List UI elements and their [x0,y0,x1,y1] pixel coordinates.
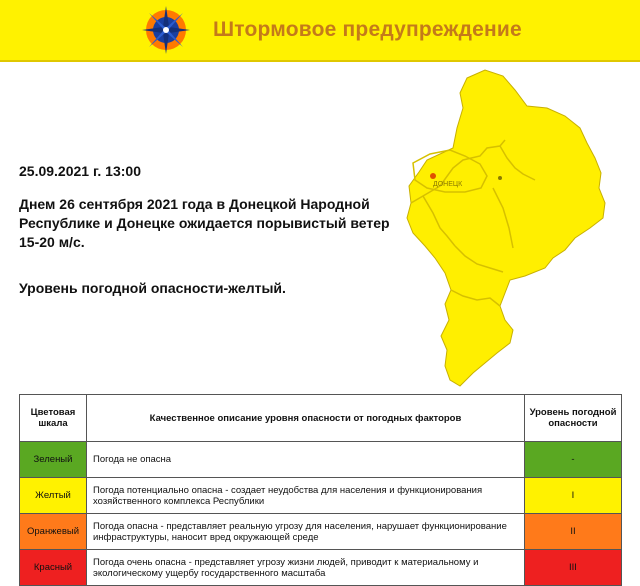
level-cell: I [525,478,622,514]
region-map [405,68,640,388]
header-banner [0,0,640,62]
header-color-scale: Цветовая шкала [20,395,87,442]
header-description: Качественное описание уровня опасности от погодных факторов [87,395,525,442]
color-cell-orange: Оранжевый [20,514,87,550]
table-row [20,442,622,478]
table-row [20,550,622,586]
emergency-compass-star-icon [140,4,192,56]
level-cell: - [525,442,622,478]
description-cell: Погода очень опасна - представляет угрозу жизни людей, приводит к материальному и экологическому ущербу государственного масштаба [87,550,525,586]
header-danger-level: Уровень погодной опасности [525,395,622,442]
danger-level-text: Уровень погодной опасности-желтый. [19,280,286,296]
region-outline [407,70,605,386]
level-cell: II [525,514,622,550]
description-cell: Погода потенциально опасна - создает неудобства для населения и функционирования хозяйственного комплекса Республики [87,478,525,514]
table-row [20,514,622,550]
table-row [20,478,622,514]
page-title: Штормовое предупреждение [213,18,522,41]
donetsk-city-label: ДОНЕЦК [433,181,463,188]
bulletin-date: 25.09.2021 г. 13:00 [19,163,141,179]
color-cell-green: Зеленый [20,442,87,478]
bulletin-message: Днем 26 сентября 2021 года в Донецкой Народной Республике и Донецке ожидается порывистый ветер 15-20 м/с. [19,196,390,250]
table-header-row [20,395,622,442]
danger-scale-table [19,394,622,586]
color-cell-yellow: Желтый [20,478,87,514]
level-cell: III [525,550,622,586]
description-cell: Погода опасна - представляет реальную угрозу для населения, нарушает функционирование инфраструктуры, наносит вред окружающей среде [87,514,525,550]
description-cell: Погода не опасна [87,442,525,478]
color-cell-red: Красный [20,550,87,586]
donetsk-city-marker [430,173,436,179]
settlement-marker [498,176,502,180]
